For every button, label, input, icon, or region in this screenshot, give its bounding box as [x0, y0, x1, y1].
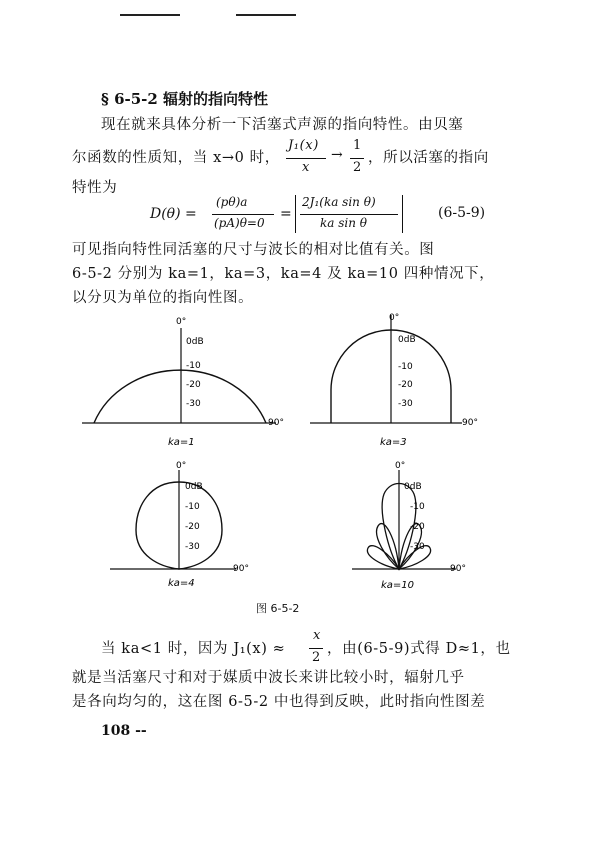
db30-label-ka3: -30	[398, 399, 413, 409]
para3-line3: 是各向均匀的，这在图 6-5-2 中也得到反映，此时指向性图差	[72, 694, 486, 710]
db0-label-ka10: 0dB	[404, 482, 422, 492]
panel-label-ka4: ka=4	[168, 578, 195, 589]
eq-ratio-bar	[212, 214, 274, 215]
approx-frac-num: x	[313, 628, 321, 643]
directivity-figure	[0, 310, 595, 610]
para1-line1: 现在就来具体分析一下活塞式声源的指向特性。由贝塞	[101, 117, 464, 133]
bessel-fraction-num: J₁(x)	[288, 138, 319, 153]
para1-line3: 特性为	[72, 180, 118, 196]
db0-label-ka1: 0dB	[186, 337, 204, 347]
para3-line1-after: ，由(6-5-9)式得 D≈1，也	[327, 641, 511, 657]
approx-frac-bar	[309, 648, 323, 649]
db30-label-ka4: -30	[185, 542, 200, 552]
para3-line1-before: 当 ka<1 时，因为 J₁(x) ≈	[101, 641, 286, 657]
page-number: 108 --	[101, 723, 147, 739]
approx-frac-den: 2	[312, 650, 321, 665]
ninety-label-ka10: 90°	[450, 564, 466, 574]
abs-bar-left	[295, 195, 296, 233]
eq-number: (6-5-9)	[438, 205, 486, 221]
bessel-fraction-bar	[286, 158, 326, 159]
db30-label-ka10: -30	[410, 542, 425, 552]
half-bar	[350, 158, 364, 159]
eq-inner-num: 2J₁(ka sin θ)	[302, 195, 376, 209]
limit-arrow: →	[331, 147, 344, 163]
db0-label-ka4: 0dB	[185, 482, 203, 492]
para3-line2: 就是当活塞尺寸和对于媒质中波长来讲比较小时，辐射几乎	[72, 670, 465, 686]
db10-label-ka1: -10	[186, 361, 201, 371]
ninety-label-ka4: 90°	[233, 564, 249, 574]
panel-label-ka3: ka=3	[380, 437, 407, 448]
para2-line2: 6-5-2 分别为 ka=1，ka=3，ka=4 及 ka=10 四种情况下，	[72, 266, 495, 282]
figure-caption: 图 6-5-2	[256, 602, 300, 615]
panel-ka1	[82, 328, 276, 423]
abs-bar-right	[402, 195, 403, 233]
db20-label-ka1: -20	[186, 380, 201, 390]
eq-ratio-den: (pA)θ=0	[214, 216, 265, 230]
half-num: 1	[353, 138, 362, 153]
ninety-label-ka1: 90°	[268, 418, 284, 428]
db10-label-ka10: -10	[410, 502, 425, 512]
bessel-fraction-den: x	[302, 160, 310, 175]
para2-line1: 可见指向特性同活塞的尺寸与波长的相对比值有关。图	[72, 242, 435, 258]
db30-label-ka1: -30	[186, 399, 201, 409]
zero-label-ka4: 0°	[176, 461, 187, 471]
zero-label-ka10: 0°	[395, 461, 406, 471]
db20-label-ka4: -20	[185, 522, 200, 532]
panel-label-ka1: ka=1	[168, 437, 195, 448]
para1-line2-before: 尔函数的性质知，当 x→0 时，	[72, 150, 280, 166]
eq-equals: =	[280, 206, 292, 222]
top-rule-left	[120, 14, 180, 16]
para1-line2-after: ，所以活塞的指向	[368, 150, 489, 166]
ninety-label-ka3: 90°	[462, 418, 478, 428]
para3-line1	[101, 628, 541, 668]
zero-label-ka1: 0°	[176, 317, 187, 327]
para2-line3: 以分贝为单位的指向性图。	[72, 290, 254, 306]
zero-label-ka3: 0°	[389, 313, 400, 323]
eq-lhs: D(θ) =	[150, 206, 197, 222]
top-rule-right	[236, 14, 296, 16]
half-den: 2	[353, 160, 362, 175]
panel-ka4	[110, 470, 236, 569]
eq-inner-den: ka sin θ	[320, 216, 368, 230]
section-heading: § 6-5-2 辐射的指向特性	[101, 90, 269, 108]
db10-label-ka4: -10	[185, 502, 200, 512]
eq-inner-bar	[300, 214, 398, 215]
eq-ratio-num: (pθ)a	[216, 195, 248, 209]
db20-label-ka10: -20	[410, 522, 425, 532]
db0-label-ka3: 0dB	[398, 335, 416, 345]
db10-label-ka3: -10	[398, 362, 413, 372]
panel-ka3	[310, 315, 462, 423]
panel-label-ka10: ka=10	[381, 580, 415, 591]
directivity-equation	[150, 193, 500, 237]
db20-label-ka3: -20	[398, 380, 413, 390]
